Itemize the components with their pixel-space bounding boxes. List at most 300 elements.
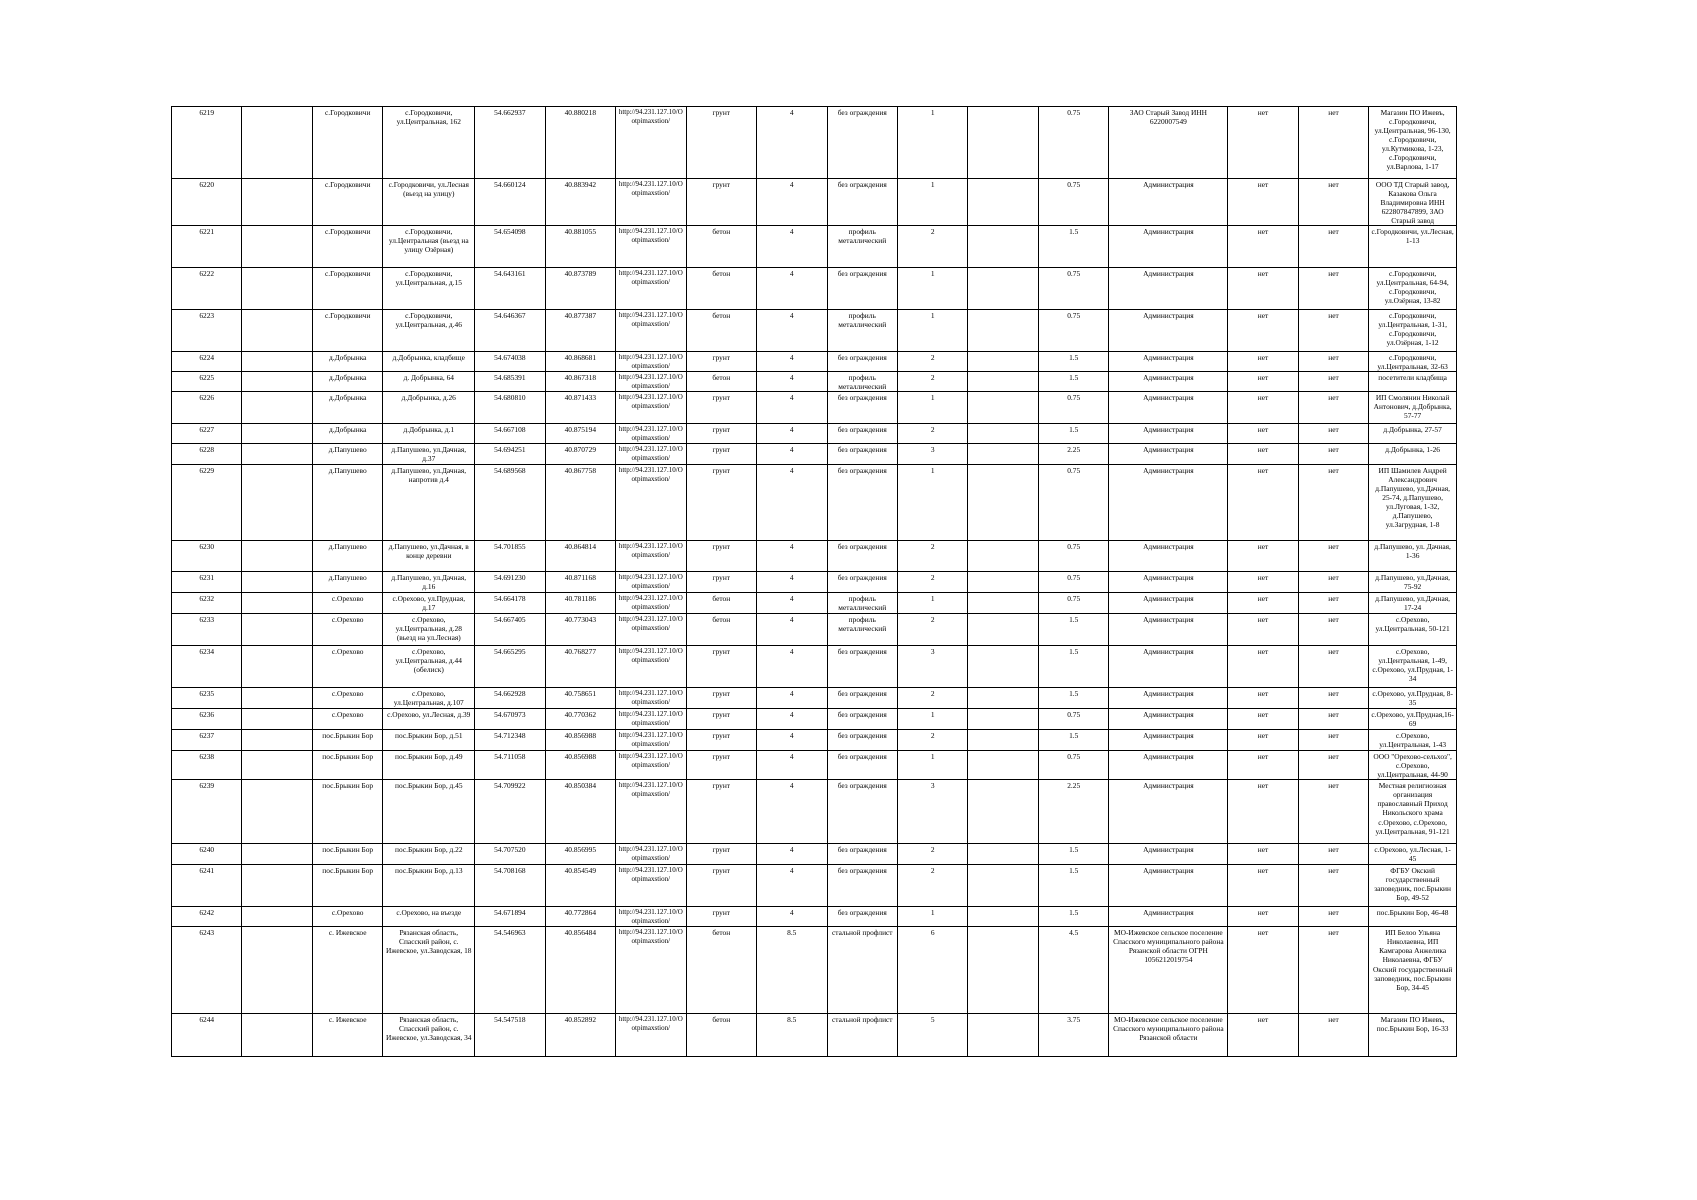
cell-fence-type: без ограждения	[827, 730, 897, 751]
cell-container-count: 2	[898, 372, 968, 392]
cell-blank-column	[242, 730, 312, 751]
cell-surface-type: бетон	[686, 268, 756, 310]
cell-latitude: 54.546963	[475, 927, 545, 1014]
cell-settlement: пос.Брыкин Бор	[312, 844, 382, 865]
cell-fence-type: без ограждения	[827, 709, 897, 730]
cell-waste-sources: с.Городковичи, ул.Центральная, 32-63	[1369, 352, 1457, 372]
cell-surface-type: бетон	[686, 927, 756, 1014]
cell-waste-sources: пос.Брыкин Бор, 46-48	[1369, 907, 1457, 927]
cell-area: 4	[757, 593, 827, 614]
cell-fence-type: без ограждения	[827, 541, 897, 572]
cell-waste-sources: ИП Шамилев Андрей Александрович д.Папушево, ул.Дачная, 25-74, д.Папушево, ул.Луговая, 1-32, д.Папушево, ул.Загрудная, 1-8	[1369, 465, 1457, 541]
cell-bulky-waste: нет	[1298, 614, 1368, 646]
cell-container-count: 1	[898, 907, 968, 927]
cell-latitude: 54.654098	[475, 226, 545, 268]
cell-container-count: 2	[898, 226, 968, 268]
cell-settlement: с.Городковичи	[312, 268, 382, 310]
cell-separate-collection: нет	[1228, 372, 1298, 392]
cell-map-link[interactable]: http://94.231.127.10/Ootpimaxstion/	[616, 593, 686, 614]
cell-address: Рязанская область, Спасский район, с. Ижевское, ул.Заводская, 34	[383, 1014, 475, 1057]
cell-blank-column-2	[968, 646, 1038, 688]
cell-blank-column-2	[968, 444, 1038, 465]
cell-blank-column-2	[968, 352, 1038, 372]
cell-container-volume: 0.75	[1038, 593, 1108, 614]
cell-separate-collection: нет	[1228, 465, 1298, 541]
cell-longitude: 40.781186	[545, 593, 615, 614]
cell-owner: Администрация	[1109, 310, 1228, 352]
cell-row-number: 6231	[172, 572, 242, 593]
cell-blank-column-2	[968, 844, 1038, 865]
cell-blank-column-2	[968, 730, 1038, 751]
cell-address: д.Папушево, ул.Дачная, напротив д.4	[383, 465, 475, 541]
cell-fence-type: профиль металлический	[827, 226, 897, 268]
cell-surface-type: грунт	[686, 865, 756, 907]
cell-bulky-waste: нет	[1298, 646, 1368, 688]
cell-fence-type: профиль металлический	[827, 614, 897, 646]
cell-blank-column	[242, 352, 312, 372]
cell-waste-sources: посетители кладбища	[1369, 372, 1457, 392]
cell-container-count: 3	[898, 646, 968, 688]
cell-address: пос.Брыкин Бор, д.13	[383, 865, 475, 907]
cell-separate-collection: нет	[1228, 310, 1298, 352]
cell-blank-column	[242, 541, 312, 572]
cell-area: 8.5	[757, 927, 827, 1014]
cell-owner: Администрация	[1109, 352, 1228, 372]
cell-owner: МО-Ижевское сельское поселение Спасского муниципального района Рязанской области ОГРН 1056212019754	[1109, 927, 1228, 1014]
cell-settlement: с.Городковичи	[312, 310, 382, 352]
cell-blank-column	[242, 444, 312, 465]
cell-owner: Администрация	[1109, 780, 1228, 844]
cell-area: 4	[757, 268, 827, 310]
cell-waste-sources: с.Городковичи, ул.Центральная, 64-94, с.Городковичи, ул.Озёрная, 13-82	[1369, 268, 1457, 310]
cell-map-link[interactable]: http://94.231.127.10/Ootpimaxstion/	[616, 688, 686, 709]
cell-surface-type: грунт	[686, 730, 756, 751]
cell-waste-sources: ИП Белоо Ульяна Николаевна, ИП Камгарова Анжелика Николаевна, ФГБУ Окский государственный заповедник, пос.Брыкин Бор, 34-45	[1369, 927, 1457, 1014]
cell-fence-type: профиль металлический	[827, 310, 897, 352]
cell-surface-type: грунт	[686, 572, 756, 593]
cell-latitude: 54.694251	[475, 444, 545, 465]
cell-fence-type: без ограждения	[827, 352, 897, 372]
cell-container-volume: 0.75	[1038, 572, 1108, 593]
cell-fence-type: без ограждения	[827, 844, 897, 865]
cell-blank-column-2	[968, 593, 1038, 614]
cell-container-count: 2	[898, 688, 968, 709]
cell-owner: МО-Ижевское сельское поселение Спасского муниципального района Рязанской области	[1109, 1014, 1228, 1057]
cell-longitude: 40.864814	[545, 541, 615, 572]
cell-address: д.Папушево, ул.Дачная, д.37	[383, 444, 475, 465]
cell-fence-type: без ограждения	[827, 268, 897, 310]
cell-surface-type: грунт	[686, 465, 756, 541]
cell-blank-column	[242, 688, 312, 709]
cell-blank-column	[242, 709, 312, 730]
cell-waste-sources: д.Добрынка, 1-26	[1369, 444, 1457, 465]
cell-address: д.Добрынка, кладбище	[383, 352, 475, 372]
table-row	[172, 865, 1457, 907]
cell-container-count: 1	[898, 179, 968, 226]
cell-separate-collection: нет	[1228, 593, 1298, 614]
cell-surface-type: бетон	[686, 1014, 756, 1057]
cell-latitude: 54.662937	[475, 107, 545, 179]
cell-settlement: д.Папушево	[312, 541, 382, 572]
cell-longitude: 40.871433	[545, 392, 615, 424]
table-row	[172, 392, 1457, 424]
cell-settlement: с.Городковичи	[312, 179, 382, 226]
cell-blank-column-2	[968, 107, 1038, 179]
cell-bulky-waste: нет	[1298, 1014, 1368, 1057]
cell-map-link[interactable]: http://94.231.127.10/Ootpimaxstion/	[616, 780, 686, 844]
cell-map-link[interactable]: http://94.231.127.10/Ootpimaxstion/	[616, 352, 686, 372]
cell-settlement: д.Папушево	[312, 572, 382, 593]
cell-fence-type: без ограждения	[827, 444, 897, 465]
cell-fence-type: стальной профлист	[827, 927, 897, 1014]
cell-waste-sources: д.Папушево, ул. Дачная, 1-36	[1369, 541, 1457, 572]
cell-bulky-waste: нет	[1298, 844, 1368, 865]
cell-latitude: 54.691230	[475, 572, 545, 593]
cell-area: 4	[757, 372, 827, 392]
cell-container-volume: 2.25	[1038, 780, 1108, 844]
cell-blank-column	[242, 465, 312, 541]
cell-longitude: 40.856484	[545, 927, 615, 1014]
cell-longitude: 40.867318	[545, 372, 615, 392]
cell-row-number: 6234	[172, 646, 242, 688]
cell-settlement: пос.Брыкин Бор	[312, 751, 382, 780]
cell-waste-sources: д.Добрынка, 27-57	[1369, 424, 1457, 444]
cell-settlement: с.Городковичи	[312, 226, 382, 268]
cell-address: с.Городковичи, ул.Центральная (вьезд на улицу Озёрная)	[383, 226, 475, 268]
cell-waste-sources: с.Орехово, ул.Прудная, 8-35	[1369, 688, 1457, 709]
cell-settlement: с.Орехово	[312, 646, 382, 688]
cell-row-number: 6242	[172, 907, 242, 927]
cell-container-count: 3	[898, 444, 968, 465]
table-row	[172, 572, 1457, 593]
cell-container-volume: 1.5	[1038, 614, 1108, 646]
cell-longitude: 40.852892	[545, 1014, 615, 1057]
cell-owner: Администрация	[1109, 392, 1228, 424]
cell-longitude: 40.768277	[545, 646, 615, 688]
cell-bulky-waste: нет	[1298, 352, 1368, 372]
cell-fence-type: без ограждения	[827, 424, 897, 444]
table-row	[172, 465, 1457, 541]
cell-settlement: д.Добрынка	[312, 352, 382, 372]
cell-fence-type: без ограждения	[827, 688, 897, 709]
cell-address: с.Орехово, на въезде	[383, 907, 475, 927]
cell-container-volume: 3.75	[1038, 1014, 1108, 1057]
table-row	[172, 310, 1457, 352]
cell-container-count: 1	[898, 268, 968, 310]
cell-blank-column	[242, 780, 312, 844]
cell-row-number: 6224	[172, 352, 242, 372]
cell-blank-column-2	[968, 709, 1038, 730]
cell-blank-column-2	[968, 614, 1038, 646]
cell-waste-sources: с.Орехово, ул.Центральная, 50-121	[1369, 614, 1457, 646]
cell-area: 4	[757, 730, 827, 751]
cell-map-link[interactable]: http://94.231.127.10/Ootpimaxstion/	[616, 709, 686, 730]
cell-waste-sources: с.Орехово, ул.Прудная,16-69	[1369, 709, 1457, 730]
cell-surface-type: бетон	[686, 310, 756, 352]
cell-waste-sources: Магазин ПО Ижевъ, с.Городковичи, ул.Центральная, 96-130, с.Городковичи, ул.Кутмикова, 1-23, с.Городковичи, ул.Варлова, 1-17	[1369, 107, 1457, 179]
cell-owner: Администрация	[1109, 614, 1228, 646]
cell-separate-collection: нет	[1228, 844, 1298, 865]
cell-blank-column	[242, 844, 312, 865]
table-row	[172, 730, 1457, 751]
cell-container-volume: 0.75	[1038, 310, 1108, 352]
cell-surface-type: грунт	[686, 646, 756, 688]
cell-container-volume: 0.75	[1038, 107, 1108, 179]
cell-blank-column	[242, 424, 312, 444]
cell-settlement: пос.Брыкин Бор	[312, 780, 382, 844]
cell-container-volume: 4.5	[1038, 927, 1108, 1014]
cell-longitude: 40.873789	[545, 268, 615, 310]
cell-fence-type: профиль металлический	[827, 593, 897, 614]
cell-address: с.Орехово, ул.Лесная, д.39	[383, 709, 475, 730]
cell-longitude: 40.856995	[545, 844, 615, 865]
cell-map-link[interactable]: http://94.231.127.10/Ootpimaxstion/	[616, 907, 686, 927]
cell-separate-collection: нет	[1228, 226, 1298, 268]
cell-map-link[interactable]: http://94.231.127.10/Ootpimaxstion/	[616, 179, 686, 226]
cell-blank-column-2	[968, 907, 1038, 927]
cell-owner: Администрация	[1109, 907, 1228, 927]
cell-blank-column-2	[968, 572, 1038, 593]
cell-container-count: 1	[898, 593, 968, 614]
cell-latitude: 54.707520	[475, 844, 545, 865]
cell-blank-column	[242, 865, 312, 907]
cell-blank-column	[242, 927, 312, 1014]
cell-waste-sources: Местная религиозная организация православный Приход Никольского храма с.Орехово, с.Орехово, ул.Центральная, 91-121	[1369, 780, 1457, 844]
cell-address: д.Добрынка, д.1	[383, 424, 475, 444]
cell-surface-type: грунт	[686, 352, 756, 372]
cell-map-link[interactable]: http://94.231.127.10/Ootpimaxstion/	[616, 865, 686, 907]
cell-map-link[interactable]: http://94.231.127.10/Ootpimaxstion/	[616, 268, 686, 310]
cell-blank-column	[242, 572, 312, 593]
cell-blank-column-2	[968, 541, 1038, 572]
cell-container-volume: 0.75	[1038, 541, 1108, 572]
cell-container-volume: 1.5	[1038, 844, 1108, 865]
cell-blank-column-2	[968, 751, 1038, 780]
cell-waste-sources: с.Городковичи, ул.Центральная, 1-31, с.Городковичи, ул.Озёрная, 1-12	[1369, 310, 1457, 352]
cell-blank-column	[242, 310, 312, 352]
cell-waste-sources: ООО ТД Старый завод, Казакова Ольга Владимировна ИНН 622807847899, ЗАО Старый завод	[1369, 179, 1457, 226]
cell-latitude: 54.712348	[475, 730, 545, 751]
cell-blank-column-2	[968, 1014, 1038, 1057]
cell-waste-sources: ИП Смолянин Николай Антонович, д.Добрынка, 57-77	[1369, 392, 1457, 424]
cell-latitude: 54.689568	[475, 465, 545, 541]
cell-map-link[interactable]: http://94.231.127.10/Ootpimaxstion/	[616, 541, 686, 572]
cell-waste-sources: с.Орехово, ул.Центральная, 1-49, с.Орехово, ул.Прудная, 1-34	[1369, 646, 1457, 688]
cell-bulky-waste: нет	[1298, 541, 1368, 572]
cell-bulky-waste: нет	[1298, 927, 1368, 1014]
cell-latitude: 54.664178	[475, 593, 545, 614]
cell-blank-column	[242, 593, 312, 614]
table-row	[172, 268, 1457, 310]
cell-container-count: 1	[898, 392, 968, 424]
cell-area: 4	[757, 865, 827, 907]
cell-owner: Администрация	[1109, 730, 1228, 751]
cell-area: 4	[757, 310, 827, 352]
cell-owner: Администрация	[1109, 444, 1228, 465]
cell-surface-type: бетон	[686, 593, 756, 614]
cell-row-number: 6241	[172, 865, 242, 907]
cell-row-number: 6238	[172, 751, 242, 780]
cell-longitude: 40.875194	[545, 424, 615, 444]
cell-bulky-waste: нет	[1298, 780, 1368, 844]
cell-map-link[interactable]: http://94.231.127.10/Ootpimaxstion/	[616, 927, 686, 1014]
table-row	[172, 541, 1457, 572]
cell-blank-column-2	[968, 688, 1038, 709]
cell-address: с.Орехово, ул.Центральная, д.44 (обелиск)	[383, 646, 475, 688]
cell-owner: ЗАО Старый Завод ИНН 6220007549	[1109, 107, 1228, 179]
cell-area: 4	[757, 709, 827, 730]
cell-fence-type: без ограждения	[827, 646, 897, 688]
cell-latitude: 54.685391	[475, 372, 545, 392]
cell-container-count: 2	[898, 614, 968, 646]
table-row	[172, 614, 1457, 646]
cell-bulky-waste: нет	[1298, 179, 1368, 226]
cell-bulky-waste: нет	[1298, 372, 1368, 392]
cell-owner: Администрация	[1109, 541, 1228, 572]
cell-bulky-waste: нет	[1298, 751, 1368, 780]
cell-settlement: с. Ижевское	[312, 1014, 382, 1057]
table-row	[172, 226, 1457, 268]
cell-latitude: 54.680810	[475, 392, 545, 424]
cell-latitude: 54.660124	[475, 179, 545, 226]
cell-container-count: 5	[898, 1014, 968, 1057]
cell-container-count: 2	[898, 572, 968, 593]
cell-settlement: д.Папушево	[312, 444, 382, 465]
cell-map-link[interactable]: http://94.231.127.10/Ootpimaxstion/	[616, 646, 686, 688]
cell-container-count: 1	[898, 107, 968, 179]
cell-map-link[interactable]: http://94.231.127.10/Ootpimaxstion/	[616, 392, 686, 424]
cell-area: 8.5	[757, 1014, 827, 1057]
cell-settlement: с.Городковичи	[312, 107, 382, 179]
cell-blank-column	[242, 179, 312, 226]
cell-settlement: пос.Брыкин Бор	[312, 730, 382, 751]
cell-owner: Администрация	[1109, 844, 1228, 865]
cell-waste-sources: д.Папушево, ул.Дачная, 17-24	[1369, 593, 1457, 614]
cell-address: пос.Брыкин Бор, д.49	[383, 751, 475, 780]
cell-map-link[interactable]: http://94.231.127.10/Ootpimaxstion/	[616, 372, 686, 392]
cell-latitude: 54.662928	[475, 688, 545, 709]
cell-separate-collection: нет	[1228, 392, 1298, 424]
table-row	[172, 751, 1457, 780]
cell-row-number: 6227	[172, 424, 242, 444]
cell-blank-column-2	[968, 268, 1038, 310]
cell-blank-column-2	[968, 927, 1038, 1014]
cell-owner: Администрация	[1109, 268, 1228, 310]
cell-owner: Администрация	[1109, 424, 1228, 444]
cell-settlement: с.Орехово	[312, 614, 382, 646]
cell-owner: Администрация	[1109, 226, 1228, 268]
cell-fence-type: без ограждения	[827, 465, 897, 541]
cell-bulky-waste: нет	[1298, 392, 1368, 424]
cell-longitude: 40.871168	[545, 572, 615, 593]
cell-map-link[interactable]: http://94.231.127.10/Ootpimaxstion/	[616, 424, 686, 444]
cell-blank-column-2	[968, 372, 1038, 392]
cell-map-link[interactable]: http://94.231.127.10/Ootpimaxstion/	[616, 226, 686, 268]
cell-longitude: 40.770362	[545, 709, 615, 730]
cell-map-link[interactable]: http://94.231.127.10/Ootpimaxstion/	[616, 844, 686, 865]
cell-container-count: 2	[898, 844, 968, 865]
cell-container-count: 1	[898, 751, 968, 780]
table-row	[172, 709, 1457, 730]
cell-settlement: с.Орехово	[312, 593, 382, 614]
cell-container-count: 6	[898, 927, 968, 1014]
cell-latitude: 54.665295	[475, 646, 545, 688]
cell-fence-type: без ограждения	[827, 392, 897, 424]
cell-separate-collection: нет	[1228, 709, 1298, 730]
cell-map-link[interactable]: http://94.231.127.10/Ootpimaxstion/	[616, 1014, 686, 1057]
cell-container-volume: 0.75	[1038, 709, 1108, 730]
cell-map-link[interactable]: http://94.231.127.10/Ootpimaxstion/	[616, 572, 686, 593]
cell-blank-column-2	[968, 424, 1038, 444]
cell-latitude: 54.671894	[475, 907, 545, 927]
cell-map-link[interactable]: http://94.231.127.10/Ootpimaxstion/	[616, 751, 686, 780]
cell-map-link[interactable]: http://94.231.127.10/Ootpimaxstion/	[616, 107, 686, 179]
cell-separate-collection: нет	[1228, 646, 1298, 688]
cell-blank-column-2	[968, 392, 1038, 424]
cell-surface-type: грунт	[686, 107, 756, 179]
cell-area: 4	[757, 444, 827, 465]
cell-blank-column	[242, 392, 312, 424]
cell-owner: Администрация	[1109, 179, 1228, 226]
cell-container-count: 2	[898, 730, 968, 751]
cell-row-number: 6233	[172, 614, 242, 646]
cell-area: 4	[757, 465, 827, 541]
table-row	[172, 352, 1457, 372]
cell-row-number: 6235	[172, 688, 242, 709]
cell-separate-collection: нет	[1228, 1014, 1298, 1057]
cell-map-link[interactable]: http://94.231.127.10/Ootpimaxstion/	[616, 730, 686, 751]
cell-longitude: 40.867758	[545, 465, 615, 541]
cell-address: пос.Брыкин Бор, д.45	[383, 780, 475, 844]
cell-area: 4	[757, 780, 827, 844]
cell-fence-type: без ограждения	[827, 107, 897, 179]
cell-map-link[interactable]: http://94.231.127.10/Ootpimaxstion/	[616, 310, 686, 352]
cell-row-number: 6221	[172, 226, 242, 268]
cell-owner: Администрация	[1109, 865, 1228, 907]
cell-waste-sources: д.Папушево, ул.Дачная, 75-92	[1369, 572, 1457, 593]
cell-fence-type: без ограждения	[827, 907, 897, 927]
cell-waste-sources: с.Городковичи, ул.Лесная, 1-13	[1369, 226, 1457, 268]
cell-row-number: 6240	[172, 844, 242, 865]
cell-container-volume: 1.5	[1038, 372, 1108, 392]
cell-owner: Администрация	[1109, 646, 1228, 688]
cell-surface-type: грунт	[686, 392, 756, 424]
cell-map-link[interactable]: http://94.231.127.10/Ootpimaxstion/	[616, 614, 686, 646]
cell-separate-collection: нет	[1228, 424, 1298, 444]
table-row	[172, 424, 1457, 444]
cell-waste-sources: ФГБУ Окский государственный заповедник, пос.Брыкин Бор, 49-52	[1369, 865, 1457, 907]
cell-map-link[interactable]: http://94.231.127.10/Ootpimaxstion/	[616, 444, 686, 465]
cell-fence-type: профиль металлический	[827, 372, 897, 392]
cell-settlement: д.Добрынка	[312, 392, 382, 424]
cell-container-count: 3	[898, 780, 968, 844]
cell-container-volume: 1.5	[1038, 226, 1108, 268]
cell-container-volume: 1.5	[1038, 688, 1108, 709]
table-row	[172, 444, 1457, 465]
cell-latitude: 54.646367	[475, 310, 545, 352]
cell-map-link[interactable]: http://94.231.127.10/Ootpimaxstion/	[616, 465, 686, 541]
cell-separate-collection: нет	[1228, 614, 1298, 646]
cell-fence-type: стальной профлист	[827, 1014, 897, 1057]
table-row	[172, 1014, 1457, 1057]
table-row	[172, 844, 1457, 865]
cell-container-volume: 0.75	[1038, 268, 1108, 310]
cell-address: пос.Брыкин Бор, д.22	[383, 844, 475, 865]
cell-bulky-waste: нет	[1298, 444, 1368, 465]
cell-area: 4	[757, 424, 827, 444]
cell-longitude: 40.868681	[545, 352, 615, 372]
cell-separate-collection: нет	[1228, 444, 1298, 465]
